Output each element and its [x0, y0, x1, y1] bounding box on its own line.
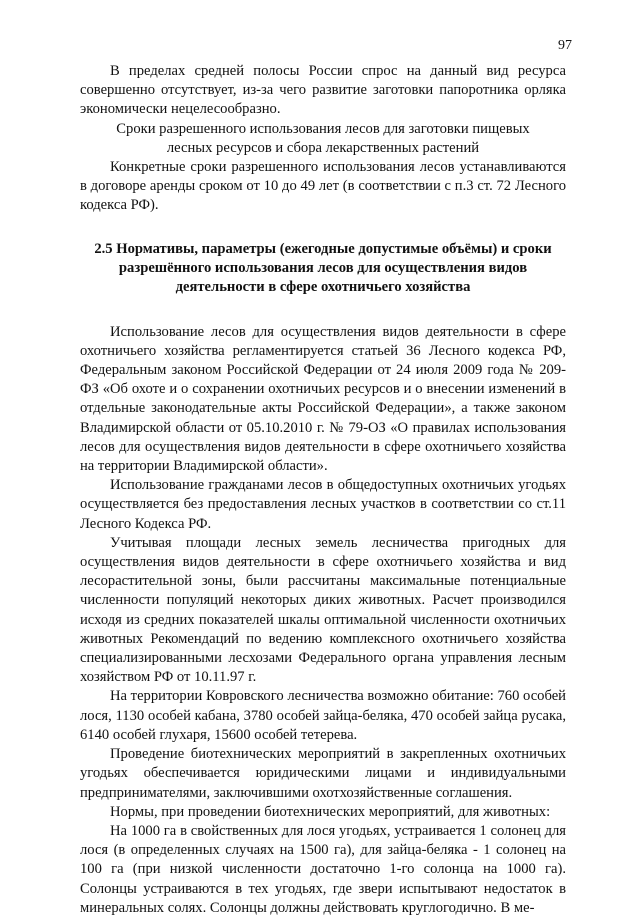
subheading-terms-food-resources: Сроки разрешенного использования лесов для заготовки пищевых лесных ресурсов и сбора лекарственных растений [116, 120, 530, 156]
paragraph-salt-licks: На 1000 га в свойственных для лося угодьях, устраивается 1 солонец для лося (в определенных случаях на 1500 га), для зайца-беляка - 1 солонец на 100 га (при низкой численности достаточно 1-го солонца на 1000 га). Солонцы устраиваются в тех угодьях, где звери испытывают недостаток в минеральных солях. Солонцы должны действовать круглогодично. В ме- [80, 822, 566, 916]
paragraph-legal-basis: Использование лесов для осуществления видов деятельности в сфере охотничьего хозяйства регламентируется статьей 36 Лесного кодекса РФ, Федеральным законом Российской Федерации от 24 июля 2009 года № 209-ФЗ «Об охоте и о сохранении охотничьих ресурсов и о внесении изменений в отдельные законодательные акты Российской Федерации», а также законом Владимирской области от 05.10.2010 г. № 79-ОЗ «О правилах использования лесов для осуществления видов деятельности в сфере охотничьего хозяйства на территории Владимирской области». [80, 323, 566, 475]
page-body [80, 62, 566, 918]
paragraph-fern-demand: В пределах средней полосы России спрос на данный вид ресурса совершенно отсутствует, из-за чего развитие заготовки папоротника орляка экономически нецелесообразно. [80, 63, 566, 118]
paragraph-animal-numbers: На территории Ковровского лесничества возможно обитание: 760 особей лося, 1130 особей кабана, 3780 особей зайца-беляка, 470 особей зайца русака, 6140 особей глухаря, 15600 особей тетерева. [80, 688, 566, 743]
section-heading-2-5: 2.5 Нормативы, параметры (ежегодные допустимые объёмы) и сроки разрешённого использования лесов для осуществления видов деятельности в сфере охотничьего хозяйства [94, 240, 552, 295]
paragraph-biotechnical-measures: Проведение биотехнических мероприятий в закрепленных охотничьих угодьях обеспечивается юридическими лицами и индивидуальными предпринимателями, заключившими охотхозяйственные соглашения. [80, 746, 566, 801]
paragraph-norms-intro: Нормы, при проведении биотехнических мероприятий, для животных: [110, 803, 551, 820]
paragraph-population-calculation: Учитывая площади лесных земель лесничества пригодных для осуществления видов деятельности в сфере охотничьего хозяйства и вид лесорастительной зоны, были рассчитаны максимальные потенциальные численности популяций некоторых диких животных. Расчет производился исходя из средних показателей шкалы оптимальной численности охотничьих животных Рекомендаций по ведению комплексного охотничьего хозяйства специализированными лесхозами Федерального органа управления лесным хозяйством РФ от 10.11.97 г. [80, 534, 566, 686]
page-number: 97 [558, 38, 572, 53]
paragraph-lease-terms: Конкретные сроки разрешенного использования лесов устанавливаются в договоре аренды сроком от 10 до 49 лет (в соответствии с п.3 ст. 72 Лесного кодекса РФ). [80, 159, 566, 214]
paragraph-public-hunting-grounds: Использование гражданами лесов в общедоступных охотничьих угодьях осуществляется без предоставления лесных участков в соответствии со ст.11 Лесного Кодекса РФ. [80, 477, 566, 532]
